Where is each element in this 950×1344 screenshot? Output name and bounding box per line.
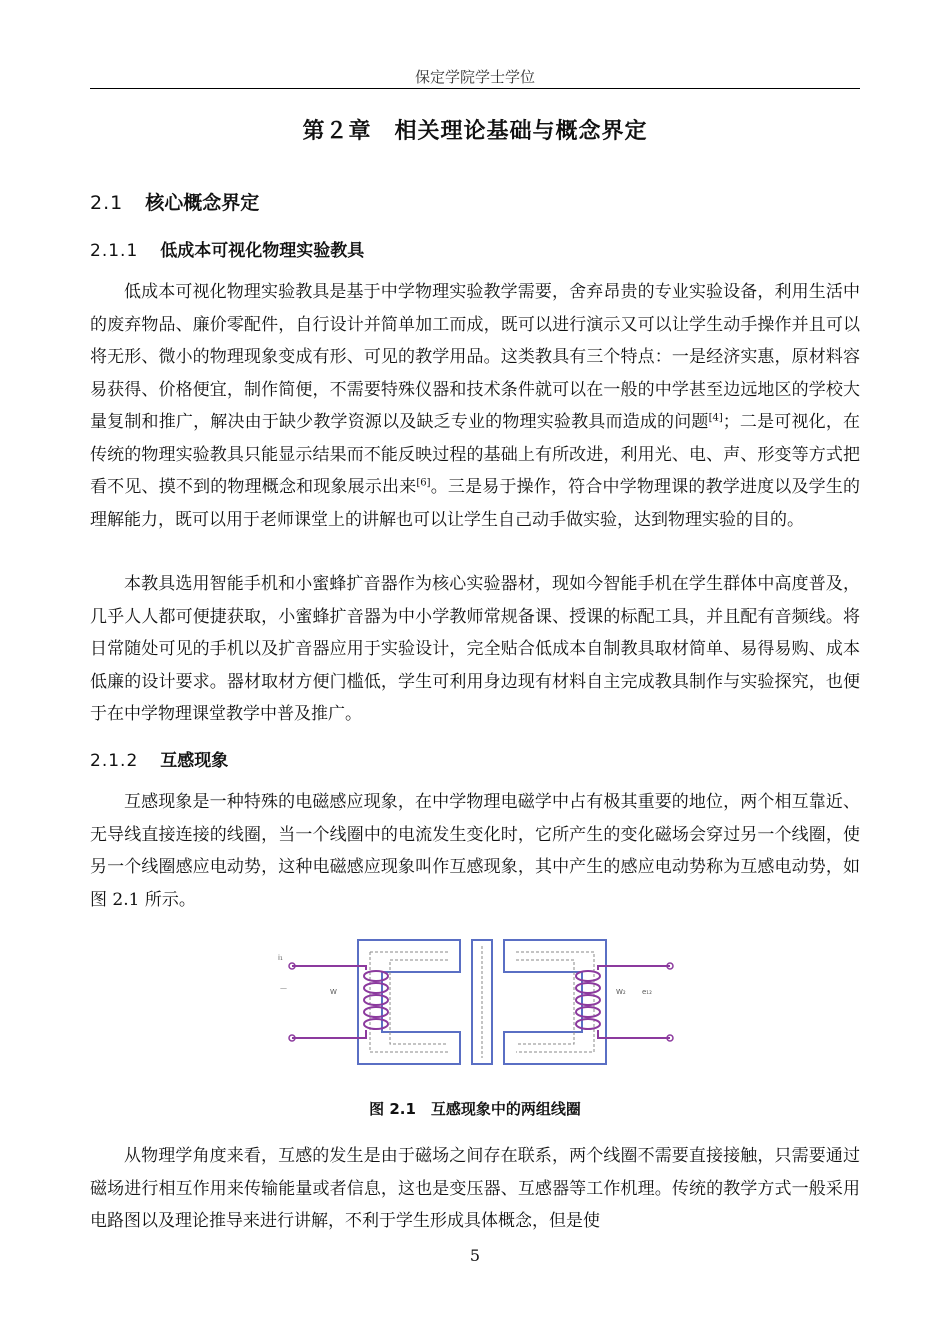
label-w1: W bbox=[330, 988, 337, 996]
page-number: 5 bbox=[469, 1246, 481, 1265]
section-title: 互感现象 bbox=[160, 751, 229, 771]
label-w2: W₂ bbox=[616, 988, 626, 996]
paragraph-text: 低成本可视化物理实验教具是基于中学物理实验教学需要，舍弃昂贵的专业实验设备，利用生活中的废弃物品、廉价零配件，自行设计并简单加工而成，既可以进行演示又可以让学生动手操作并且可以将无形、微小的物理现象变成有形、可见的教学用品。这类教具有三个特点：一是经济实惠，原材料容易获得、价格便宜，制作简便，不需要特殊仪器和技术条件就可以在一般的中学甚至边远地区的学校大量复制和推广，解决由于缺少教学资源以及缺乏专业的物理实验教具而造成的问题 bbox=[90, 282, 860, 432]
section-title: 核心概念界定 bbox=[145, 192, 260, 214]
label-voltage-arrow: — bbox=[280, 984, 287, 992]
chapter-title: 第２章 相关理论基础与概念界定 bbox=[302, 119, 648, 144]
paragraph-physics-view: 从物理学角度来看，互感的发生是由于磁场之间存在联系，两个线圈不需要直接接触，只需要通过磁场进行相互作用来传输能量或者信息，这也是变压器、互感器等工作机理。传统的教学方式一般采用电路图以及理论推导来进行讲解，不利于学生形成具体概念，但是使 bbox=[90, 1146, 860, 1231]
secondary-coil bbox=[576, 966, 670, 1038]
section-heading-2-1-2 bbox=[90, 746, 228, 771]
left-core bbox=[358, 940, 460, 1064]
running-header: 保定学院学士学位 bbox=[414, 68, 535, 86]
paragraph-equipment-choice: 本教具选用智能手机和小蜜蜂扩音器作为核心实验器材，现如今智能手机在学生群体中高度普及，几乎人人都可便捷获取，小蜜蜂扩音器为中小学教师常规备课、授课的标配工具，并且配有音频线。将日常随处可见的手机以及扩音器应用于实验设计，完全贴合低成本自制教具取材简单、易得易购、成本低廉的设计要求。器材取材方便门槛低，学生可利用身边现有材料自主完成教具制作与实验探究，也便于在中学物理课堂教学中普及推广。 bbox=[90, 574, 860, 724]
paragraph-mutual-induction: 互感现象是一种特殊的电磁感应现象，在中学物理电磁学中占有极其重要的地位，两个相互靠近、无导线直接连接的线圈，当一个线圈中的电流发生变化时，它所产生的变化磁场会穿过另一个线圈，使另一个线圈感应电动势，这种电磁感应现象叫作互感现象，其中产生的感应电动势称为互感电动势，如图 2.1 所示。 bbox=[90, 792, 860, 910]
section-number: 2.1 bbox=[90, 192, 124, 214]
section-number: 2.1.2 bbox=[90, 751, 139, 771]
paragraph-text: ；二是可视化，在传统的物理实验教具只能显示结果而不能反映过程的基础上有所改进，利用光、电、声、形变等方式把看不见、摸不到的物理概念和现象展示出来 bbox=[90, 412, 861, 497]
section-title: 低成本可视化物理实验教具 bbox=[160, 241, 365, 261]
section-number: 2.1.1 bbox=[90, 241, 139, 261]
section-heading-2-1-1 bbox=[90, 236, 364, 261]
paragraph-text: 。三是易于操作，符合中学物理课的教学进度以及学生的理解能力，既可以用于老师课堂上的讲解也可以让学生自己动手做实验，达到物理实验的目的。 bbox=[90, 477, 861, 530]
label-e12: e₁₂ bbox=[642, 988, 652, 996]
mutual-induction-coils-figure bbox=[270, 932, 690, 1082]
header-rule bbox=[90, 88, 860, 89]
primary-coil bbox=[292, 966, 388, 1038]
section-heading-2-1 bbox=[90, 188, 259, 215]
figure-caption: 图 2.1 互感现象中的两组线圈 bbox=[369, 1100, 581, 1118]
label-i1: i₁ bbox=[278, 954, 283, 962]
citation-ref: [4] bbox=[708, 412, 723, 424]
citation-ref: [6] bbox=[416, 477, 431, 489]
right-core bbox=[504, 940, 606, 1064]
paragraph-teaching-aid-definition bbox=[90, 276, 860, 536]
